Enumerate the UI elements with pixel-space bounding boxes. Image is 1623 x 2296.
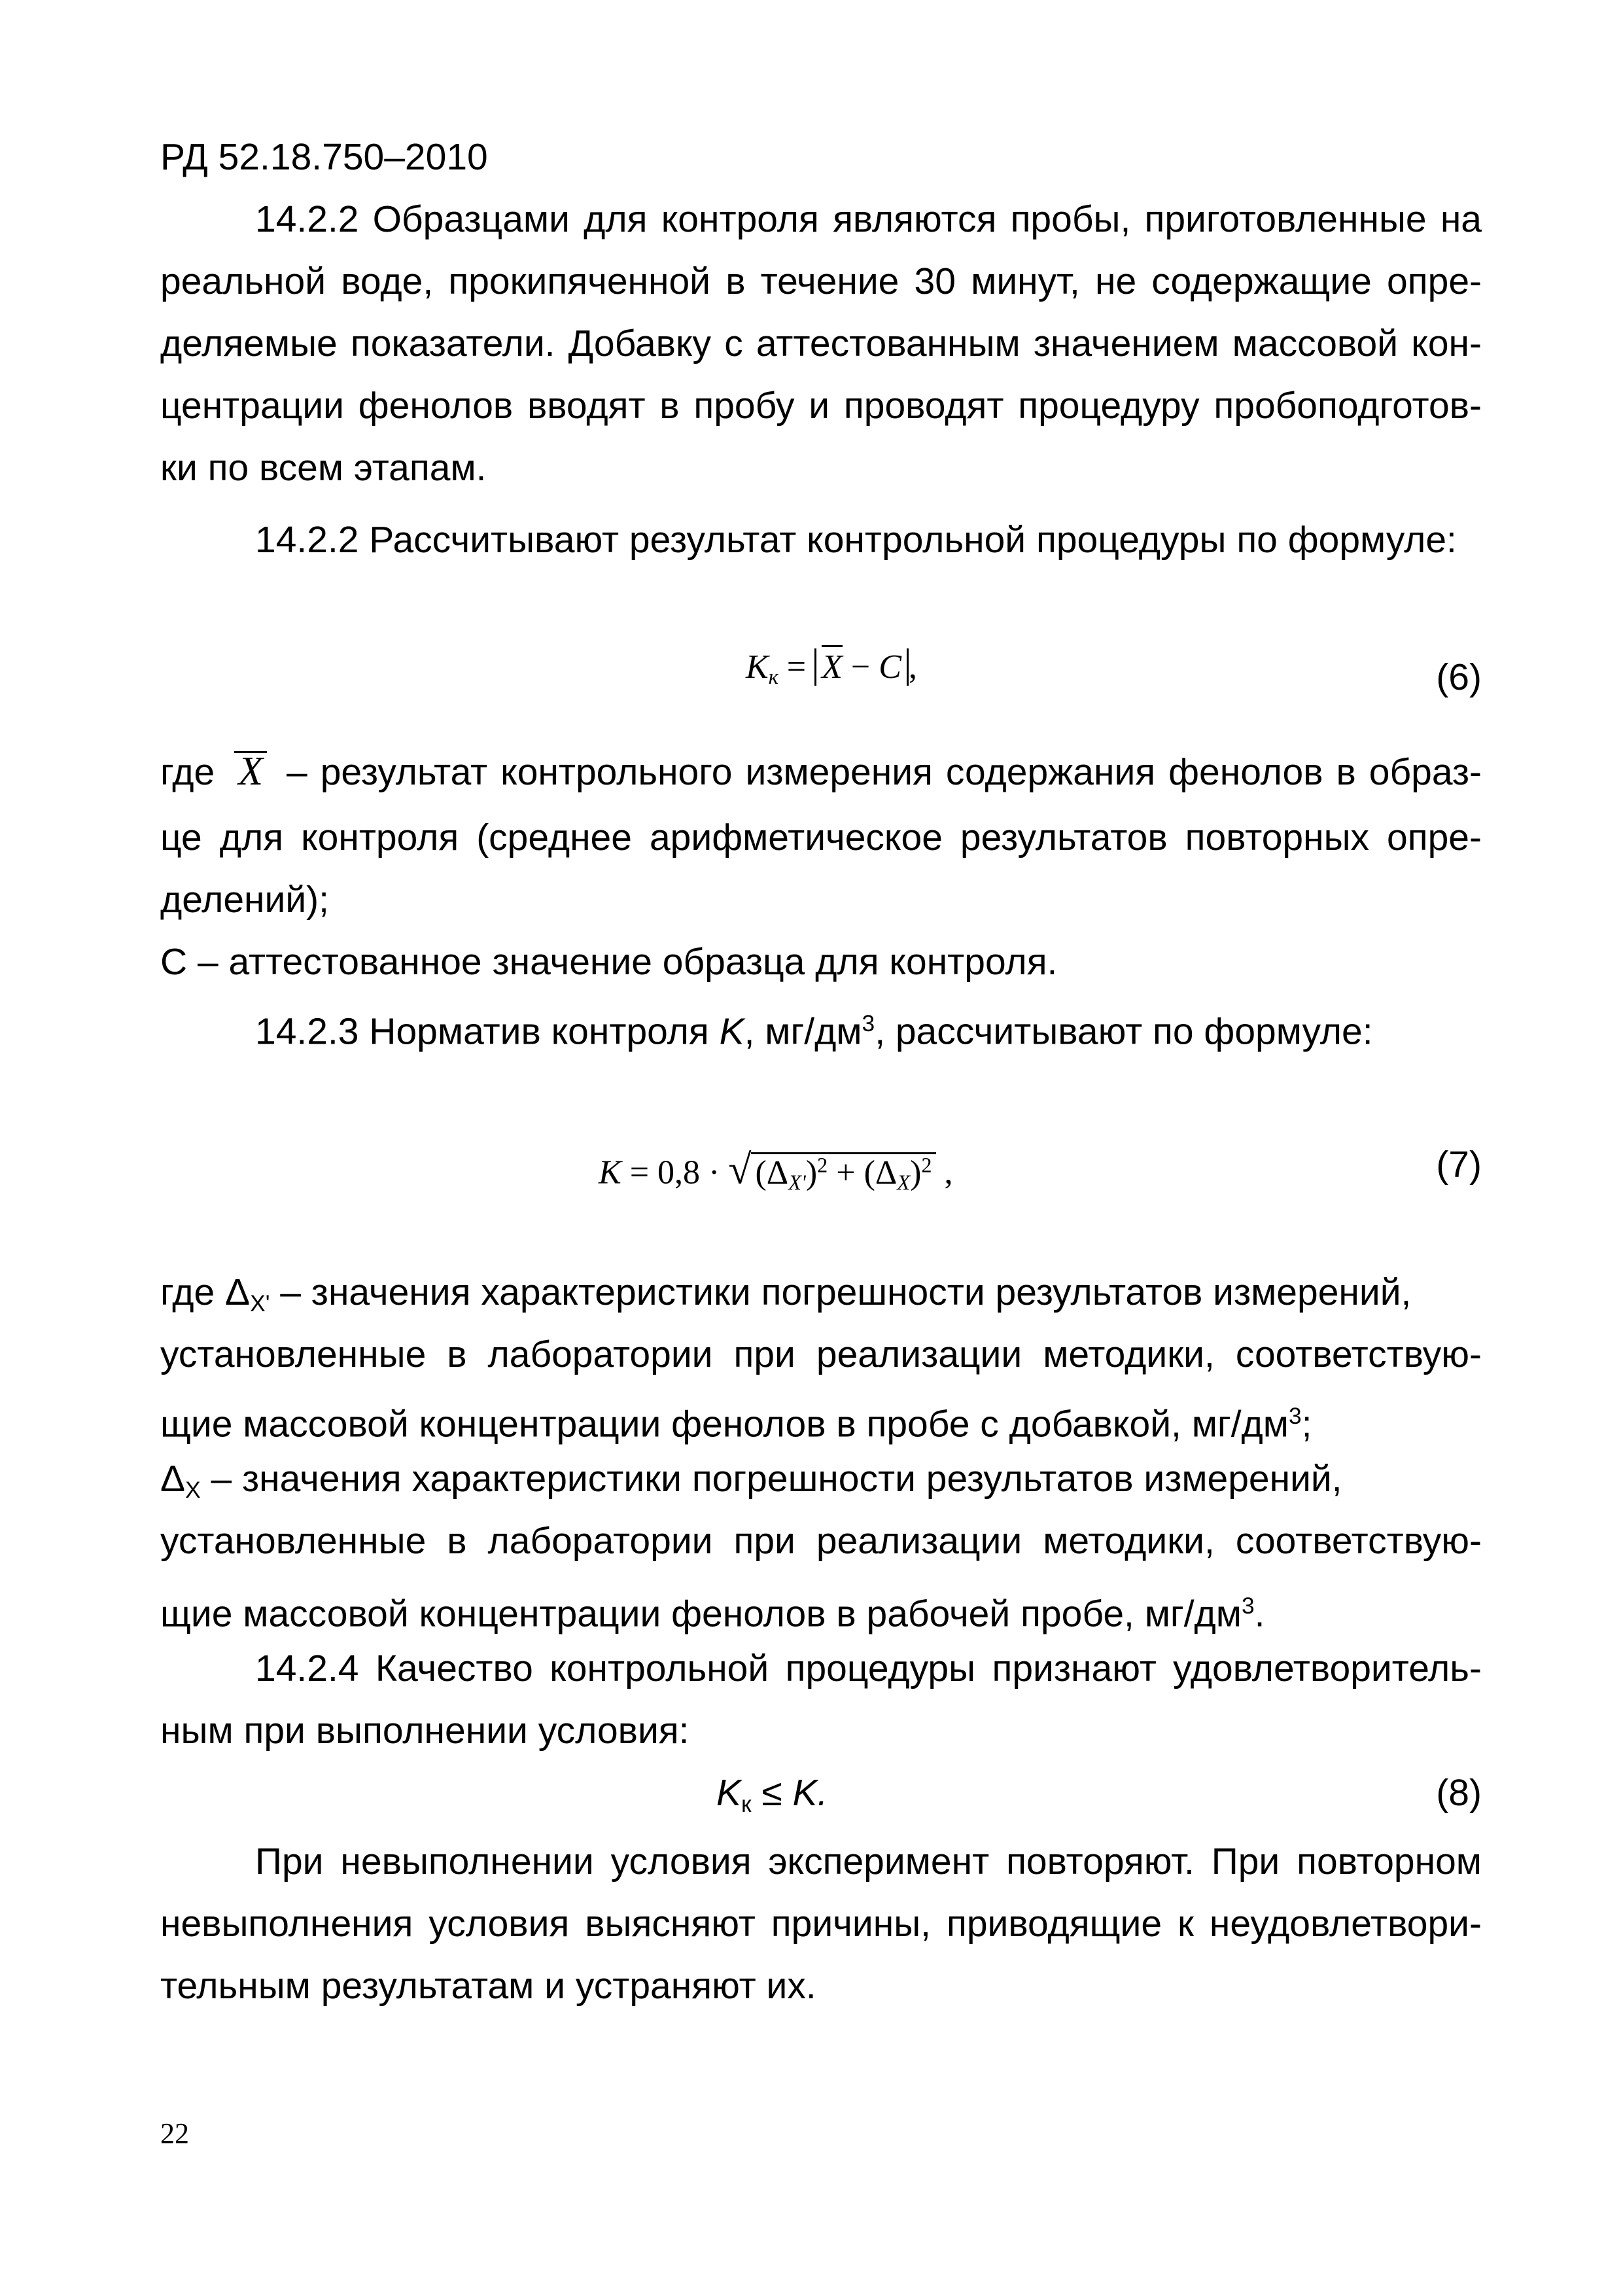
- subscript: X': [250, 1290, 270, 1316]
- superscript: 3: [1241, 1593, 1255, 1619]
- formula-subscript: X: [897, 1170, 911, 1194]
- formula-subscript: X': [788, 1170, 806, 1194]
- formula-absolute-value: [814, 648, 909, 686]
- paragraph-line: ным при выполнении условия:: [160, 1710, 689, 1752]
- explanation-line: С – аттестованное значение образца для контроля.: [160, 941, 1058, 983]
- delta-symbol: Δ: [225, 1271, 251, 1313]
- formula-symbol: K: [719, 1010, 744, 1053]
- paragraph-line: ки по всем этапам.: [160, 447, 487, 489]
- formula-7: [599, 1142, 953, 1205]
- formula-subscript: к: [768, 665, 778, 689]
- paragraph-line: центрации фенолов вводят в пробу и проводят процедуру пробоподготов-: [160, 385, 1482, 427]
- formula-exponent: 2: [817, 1153, 828, 1176]
- paragraph-line: невыполнения условия выясняют причины, приводящие к неудовлетвори-: [160, 1903, 1482, 1945]
- paragraph-line: реальной воде, прокипяченной в течение 30 минут, не содержащие опре-: [160, 260, 1482, 302]
- explanation-line: [160, 1394, 1482, 1447]
- formula-term: (Δ: [755, 1154, 789, 1192]
- formula-operator: =: [786, 648, 807, 686]
- formula-number: (8): [1436, 1772, 1482, 1814]
- paragraph-line: 14.2.4 Качество контрольной процедуры признают удовлетворитель-: [255, 1648, 1482, 1689]
- explanation-text: .: [1254, 1593, 1265, 1635]
- subscript: X: [185, 1477, 201, 1503]
- page-number: 22: [160, 2117, 189, 2149]
- formula-operator: −: [850, 648, 871, 686]
- paragraph-line: При невыполнении условия эксперимент повторяют. При повторном: [255, 1841, 1482, 1882]
- formula-term: ): [910, 1154, 922, 1192]
- formula-symbol: K: [716, 1772, 742, 1814]
- superscript: 3: [862, 1011, 875, 1036]
- superscript: 3: [1288, 1404, 1302, 1429]
- explanation-line: [160, 1456, 1482, 1513]
- paragraph-line: тельным результатам и устраняют их.: [160, 1965, 816, 2007]
- formula-symbol: X: [234, 751, 267, 790]
- formula-symbol: X: [822, 645, 843, 686]
- formula-term: ): [805, 1154, 818, 1192]
- explanation-line: установленные в лаборатории при реализации методики, соответствую-: [160, 1520, 1482, 1562]
- explanation-text: – значения характеристики погрешности результатов измерений,: [270, 1271, 1412, 1313]
- formula-symbol: C: [879, 648, 901, 686]
- square-root-icon: √: [728, 1146, 752, 1193]
- explanation-line: делений);: [160, 879, 330, 921]
- formula-operator: ≤: [761, 1772, 782, 1814]
- formula-number: (7): [1436, 1144, 1482, 1186]
- formula-exponent: 2: [921, 1153, 932, 1176]
- paragraph-text: , рассчитывают по формуле:: [875, 1010, 1373, 1053]
- formula-symbol: K: [599, 1154, 621, 1192]
- explanation-text: – значения характеристики погрешности результатов измерений,: [200, 1458, 1342, 1500]
- formula-subscript: к: [741, 1791, 752, 1817]
- formula-punctuation: ,: [908, 648, 917, 686]
- formula-radicand: [751, 1152, 935, 1192]
- explanation-line: це для контроля (среднее арифметическое результатов повторных опре-: [160, 817, 1482, 858]
- explanation-line: [160, 1269, 1482, 1327]
- document-code-header: РД 52.18.750–2010: [160, 136, 488, 178]
- paragraph-line: [255, 1001, 1482, 1054]
- explanation-line: [160, 749, 1482, 795]
- formula-number: (6): [1436, 656, 1482, 698]
- formula-term: (Δ: [864, 1154, 898, 1192]
- formula-punctuation: ,: [944, 1154, 953, 1192]
- formula-symbol: K.: [792, 1772, 828, 1814]
- formula-operator: +: [828, 1154, 864, 1192]
- where-word: где: [160, 1271, 215, 1313]
- delta-symbol: Δ: [160, 1458, 186, 1500]
- explanation-line: установленные в лаборатории при реализации методики, соответствую-: [160, 1333, 1482, 1375]
- formula-operator: = 0,8 ·: [629, 1154, 720, 1192]
- formula-symbol: K: [746, 648, 769, 686]
- explanation-text: щие массовой концентрации фенолов в рабочей пробе, мг/дм: [160, 1593, 1242, 1635]
- paragraph-text: , мг/дм: [744, 1010, 862, 1053]
- where-word: где: [160, 751, 215, 793]
- paragraph-line: деляемые показатели. Добавку с аттестованным значением массовой кон-: [160, 323, 1482, 364]
- formula-8: [716, 1770, 828, 1828]
- formula-6: [746, 645, 917, 699]
- paragraph-line: 14.2.2 Рассчитывают результат контрольной процедуры по формуле:: [255, 519, 1457, 561]
- explanation-text: щие массовой концентрации фенолов в пробе с добавкой, мг/дм: [160, 1403, 1289, 1445]
- paragraph-text: 14.2.3 Норматив контроля: [255, 1010, 720, 1053]
- paragraph-line: 14.2.2 Образцами для контроля являются пробы, приготовленные на: [255, 198, 1482, 240]
- explanation-line: [160, 1583, 1482, 1636]
- explanation-text: ;: [1301, 1403, 1312, 1445]
- explanation-text: – результат контрольного измерения содержания фенолов в образ-: [287, 751, 1482, 793]
